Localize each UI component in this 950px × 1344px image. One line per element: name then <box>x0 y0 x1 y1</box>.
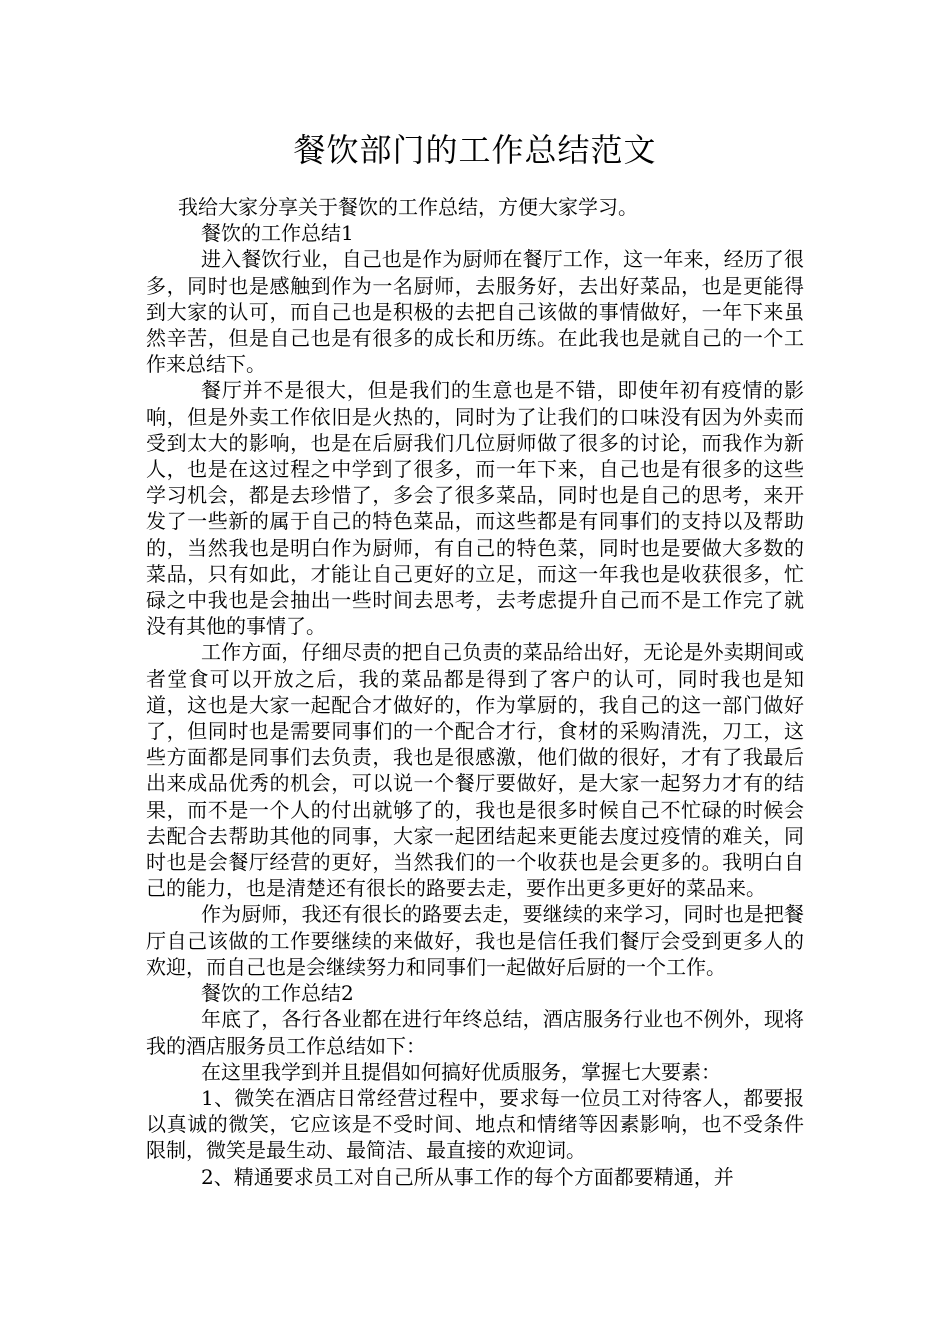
body-paragraph: 作为厨师，我还有很长的路要去走，要继续的来学习，同时也是把餐厅自己该做的工作要继续的来做好，我也是信任我们餐厅会受到更多人的欢迎，而自己也是会继续努力和同事们一起做好后厨的一个工作。 <box>146 902 804 979</box>
intro-paragraph: 我给大家分享关于餐饮的工作总结，方便大家学习。 <box>178 195 638 219</box>
list-item: 1、微笑在酒店日常经营过程中，要求每一位员工对待客人，都要报以真诚的微笑，它应该是不受时间、地点和情绪等因素影响，也不受条件限制，微笑是最生动、最简洁、最直接的欢迎词。 <box>146 1085 804 1163</box>
body-paragraph: 餐厅并不是很大，但是我们的生意也是不错，即使年初有疫情的影响，但是外卖工作依旧是火热的，同时为了让我们的口味没有因为外卖而受到太大的影响，也是在后厨我们几位厨师做了很多的讨论，而我作为新人，也是在这过程之中学到了很多，而一年下来，自己也是有很多的这些学习机会，都是去珍惜了，多会了很多菜品，同时也是自己的思考，来开发了一些新的属于自己的特色菜品，而这些都是有同事们的支持以及帮助的，当然我也是明白作为厨师，有自己的特色菜，同时也是要做大多数的菜品，只有如此，才能让自己更好的立足，而这一年我也是收获很多，忙碌之中我也是会抽出一些时间去思考，去考虑提升自己而不是工作完了就没有其他的事情了。 <box>146 378 804 639</box>
document-title: 餐饮部门的工作总结范文 <box>293 131 657 169</box>
document-page <box>146 128 804 1190</box>
body-paragraph: 年底了，各行各业都在进行年终总结，酒店服务行业也不例外，现将我的酒店服务员工作总结如下： <box>146 1007 804 1058</box>
body-paragraph: 在这里我学到并且提倡如何搞好优质服务，掌握七大要素： <box>201 1059 721 1084</box>
list-item: 2、精通要求员工对自己所从事工作的每个方面都要精通，并 <box>201 1164 734 1189</box>
section-heading-1: 餐饮的工作总结1 <box>201 221 354 246</box>
section-heading-2: 餐饮的工作总结2 <box>201 981 354 1006</box>
body-paragraph: 进入餐饮行业，自己也是作为厨师在餐厅工作，这一年来，经历了很多，同时也是感触到作为一名厨师，去服务好，去出好菜品，也是更能得到大家的认可，而自己也是积极的去把自己该做的事情做好，一年下来虽然辛苦，但是自己也是有很多的成长和历练。在此我也是就自己的一个工作来总结下。 <box>146 247 804 377</box>
body-paragraph: 工作方面，仔细尽责的把自己负责的菜品给出好，无论是外卖期间或者堂食可以开放之后，我的菜品都是得到了客户的认可，同时我也是知道，这也是大家一起配合才做好的，作为掌厨的，我自己的这一部门做好了，但同时也是需要同事们的一个配合才行，食材的采购清洗，刀工，这些方面都是同事们去负责，我也是很感激，他们做的很好，才有了我最后出来成品优秀的机会，可以说一个餐厅要做好，是大家一起努力才有的结果，而不是一个人的付出就够了的，我也是很多时候自己不忙碌的时候会去配合去帮助其他的同事，大家一起团结起来更能去度过疫情的难关，同时也是会餐厅经营的更好，当然我们的一个收获也是会更多的。我明白自己的能力，也是清楚还有很长的路要去走，要作出更多更好的菜品来。 <box>146 640 804 901</box>
